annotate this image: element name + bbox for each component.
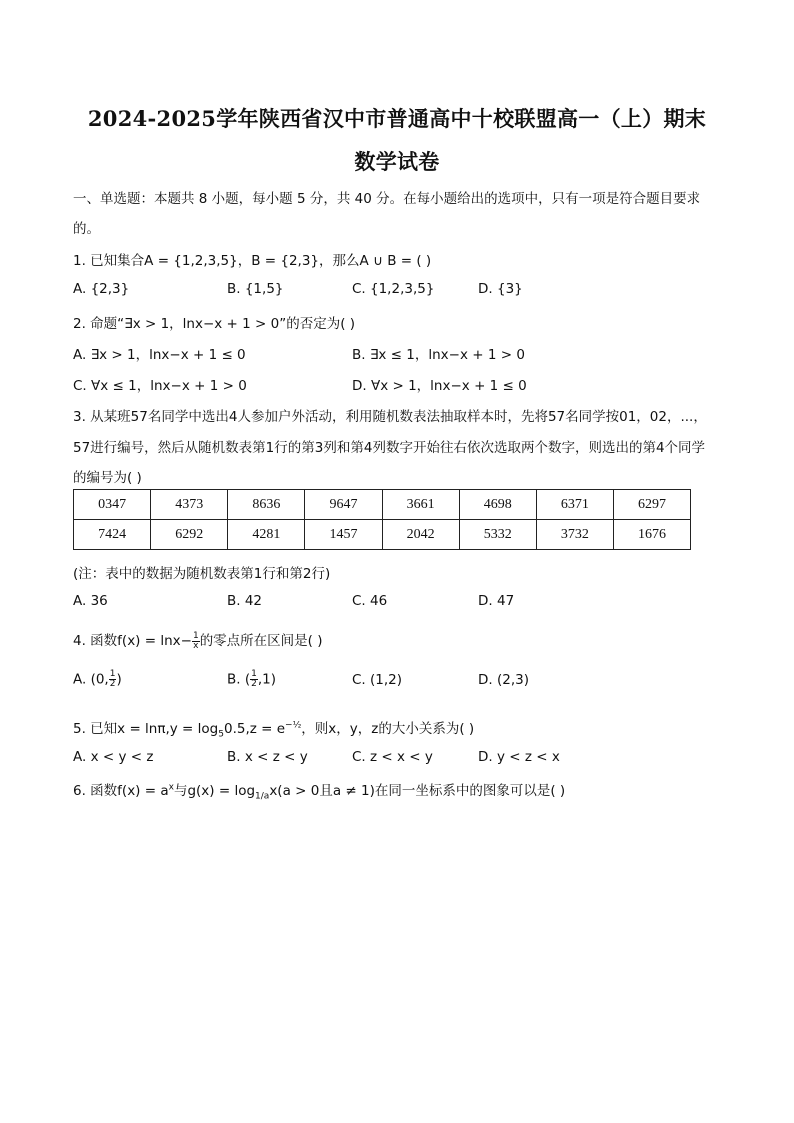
exam-title-line1: 2024-2025学年陕西省汉中市普通高中十校联盟高一（上）期末 xyxy=(87,106,707,131)
table-cell: 8636 xyxy=(228,490,305,520)
section-heading-line1: 一、单选题：本题共 8 小题，每小题 5 分，共 40 分。在每小题给出的选项中，只有一项是符合题目要求 xyxy=(73,191,701,207)
fraction-numerator: 1 xyxy=(192,630,199,641)
table-cell: 2042 xyxy=(382,520,459,550)
table-cell: 6292 xyxy=(151,520,228,550)
q3-option-b: B. 42 xyxy=(227,593,263,609)
q5-stem-pre: 5. 已知x = lnπ,y = log xyxy=(73,721,219,737)
exam-title-line2: 数学试卷 xyxy=(354,149,440,174)
q5-option-c: C. z < x < y xyxy=(352,749,433,765)
q4-option-c: C. (1,2) xyxy=(352,672,403,688)
q4-stem-post: 的零点所在区间是( ) xyxy=(199,633,323,649)
table-cell: 4281 xyxy=(228,520,305,550)
q1-option-c: C. {1,2,3,5} xyxy=(352,281,435,297)
q1-option-b: B. {1,5} xyxy=(227,281,284,297)
exponent: −½ xyxy=(285,720,302,731)
q5-option-d: D. y < z < x xyxy=(478,749,560,765)
q5-option-a: A. x < y < z xyxy=(73,749,154,765)
table-cell: 9647 xyxy=(305,490,382,520)
q4-option-a xyxy=(73,670,122,689)
q5-stem xyxy=(73,717,474,740)
q2-option-c: C. ∀x ≤ 1，lnx−x + 1 > 0 xyxy=(73,378,247,394)
q5-stem-mid: 0.5,z = e xyxy=(223,721,286,737)
option-text-end: ) xyxy=(116,671,122,688)
q5-stem-post: ，则x，y，z的大小关系为( ) xyxy=(301,721,475,737)
log-base: 1/a xyxy=(255,791,270,802)
table-row xyxy=(74,520,691,550)
table-cell: 3732 xyxy=(536,520,613,550)
log-base: 5 xyxy=(218,729,224,740)
table-cell: 3661 xyxy=(382,490,459,520)
table-cell: 7424 xyxy=(74,520,151,550)
q3-table-note: (注：表中的数据为随机数表第1行和第2行) xyxy=(73,566,331,582)
table-cell: 1457 xyxy=(305,520,382,550)
table-cell: 6297 xyxy=(613,490,690,520)
fraction-denominator: 2 xyxy=(109,679,116,689)
table-cell: 1676 xyxy=(613,520,690,550)
fraction-denominator: 2 xyxy=(251,679,257,689)
q3-option-a: A. 36 xyxy=(73,593,108,609)
table-cell: 4373 xyxy=(151,490,228,520)
q1-stem: 1. 已知集合A = {1,2,3,5}，B = {2,3}，那么A ∪ B = ( ) xyxy=(73,253,432,269)
fraction-denominator: x xyxy=(193,640,199,651)
q2-option-b: B. ∃x ≤ 1，lnx−x + 1 > 0 xyxy=(352,347,525,363)
table-cell: 0347 xyxy=(74,490,151,520)
q4-option-b xyxy=(227,670,276,689)
q3-option-c: C. 46 xyxy=(352,593,388,609)
q4-fraction xyxy=(192,632,200,651)
q4-option-d: D. (2,3) xyxy=(478,672,529,688)
q2-stem: 2. 命题“∃x > 1，lnx−x + 1 > 0”的否定为( ) xyxy=(73,316,356,332)
option-text: A. (0, xyxy=(73,671,109,688)
q6-stem xyxy=(73,779,565,802)
q4-stem xyxy=(73,629,323,651)
fraction-numerator: 1 xyxy=(109,669,116,679)
table-cell: 6371 xyxy=(536,490,613,520)
q5-option-b: B. x < z < y xyxy=(227,749,308,765)
random-number-table xyxy=(73,489,691,550)
table-cell: 5332 xyxy=(459,520,536,550)
q2-option-d: D. ∀x > 1，lnx−x + 1 ≤ 0 xyxy=(352,378,527,394)
q3-option-d: D. 47 xyxy=(478,593,515,609)
q2-option-a: A. ∃x > 1，lnx−x + 1 ≤ 0 xyxy=(73,347,246,363)
section-heading-line2: 的。 xyxy=(73,221,100,237)
q1-option-a: A. {2,3} xyxy=(73,281,130,297)
q6-stem-post: x(a > 0且a ≠ 1)在同一坐标系中的图象可以是( ) xyxy=(269,783,566,799)
q3-stem-line3: 的编号为( ) xyxy=(73,470,142,486)
fraction-numerator: 1 xyxy=(251,669,257,679)
q3-stem-line1: 3. 从某班57名同学中选出4人参加户外活动，利用随机数表法抽取样本时，先将57名同学按01，02，...， xyxy=(73,409,707,425)
q1-option-d: D. {3} xyxy=(478,281,523,297)
table-cell: 4698 xyxy=(459,490,536,520)
table-row xyxy=(74,490,691,520)
option-text: B. ( xyxy=(227,671,251,688)
q6-stem-pre: 6. 函数f(x) = a xyxy=(73,783,169,799)
q4-stem-pre: 4. 函数f(x) = lnx− xyxy=(73,633,192,649)
option-fraction xyxy=(250,670,258,689)
q3-stem-line2: 57进行编号，然后从随机数表第1行的第3列和第4列数字开始往右依次选取两个数字，则选出的第4个同学 xyxy=(73,440,706,456)
exponent: x xyxy=(168,782,174,793)
option-text-end: ,1) xyxy=(257,671,277,688)
q6-stem-mid: 与g(x) = log xyxy=(173,783,256,799)
